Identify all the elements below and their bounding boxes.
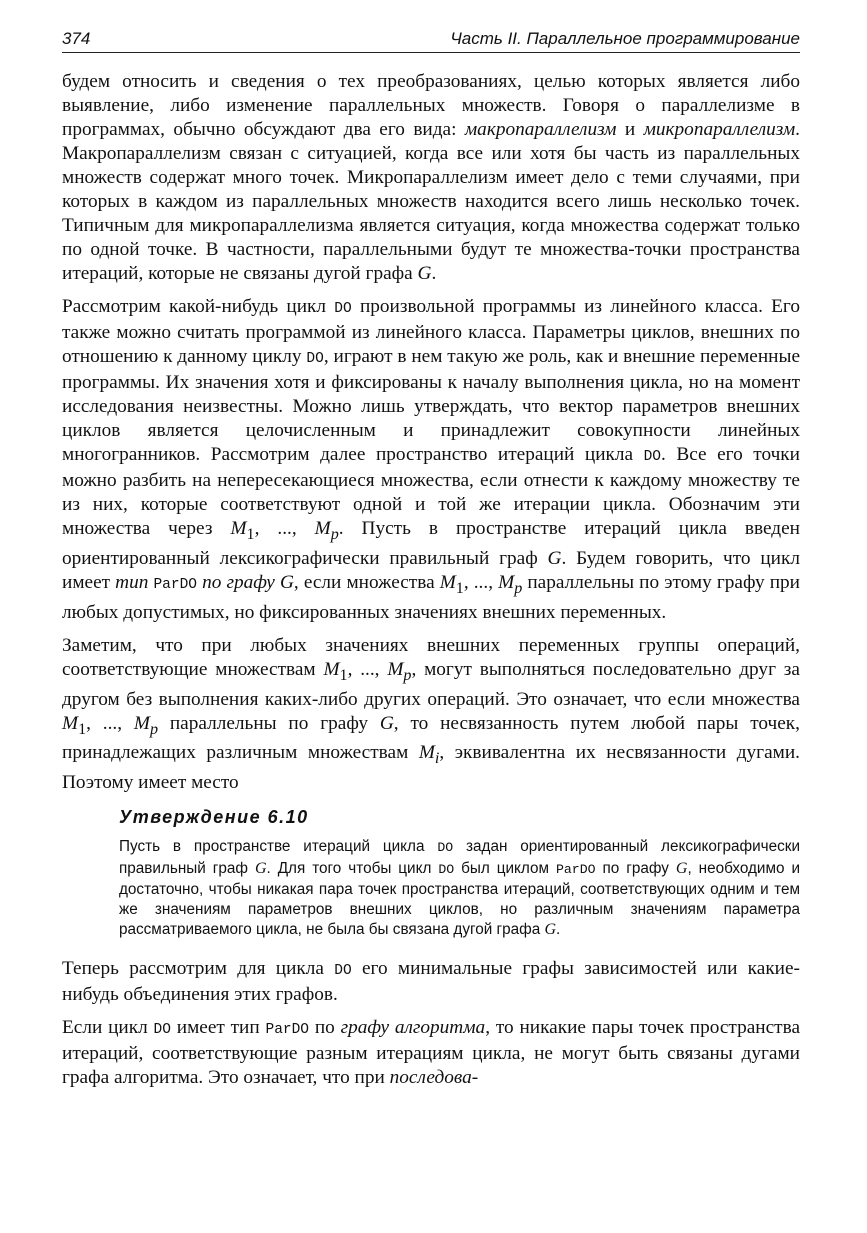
math-sub: 1	[455, 579, 464, 597]
math-m: M	[314, 518, 331, 539]
math-m: M	[498, 571, 515, 593]
text: , если множества	[293, 571, 440, 593]
term-type: тип	[115, 571, 149, 593]
math-sub: 1	[246, 525, 255, 543]
math-graph-g: G	[544, 921, 557, 939]
term-macro: макропараллелизм	[464, 119, 617, 140]
math-graph-g: G	[254, 859, 267, 877]
math-m: M	[133, 712, 150, 734]
theorem-title: Утверждение 6.10	[119, 807, 309, 828]
text: . Макропараллелизм связан с ситуацией, когда все или хотя бы часть из параллельных множеств содержат много точек. Микропараллелизм имеет дело с теми случаями, при которых в каждом из параллельных множеств находится всего лишь несколько точек. Типичным для микропараллелизма является ситуация, когда множества содержат только по одной точке. В частности, параллельными будут те множества-точки пространства итераций, которые не связаны дугой графа	[62, 119, 800, 284]
math-m: M	[62, 712, 79, 734]
text: , эквивалентна их несвязанности дугами. Поэтому имеет место	[62, 742, 800, 794]
code-do: DO	[437, 840, 454, 856]
math-graph-g: G	[547, 547, 562, 569]
text: , играют в нем такую же роль, как и внешние переменные программы. Их значения хотя и фиксированы к началу выполнения цикла, но на момент исследования неизвестны. Можно лишь утверждать, что вектор параметров внешних циклов является целочисленным и принадлежит совокупности линейных многогранников. Рассмотрим далее пространство итераций цикла	[62, 346, 800, 465]
paragraph-4	[62, 957, 800, 1007]
text: . Пусть в пространстве итераций цикла введен ориентированный лексикографически правильный граф	[62, 518, 800, 569]
text: задан ориентированный лексикографически правильный граф	[119, 838, 801, 877]
text: .	[431, 263, 437, 284]
math-graph-g: G	[417, 263, 432, 284]
theorem-text	[119, 837, 800, 940]
theorem-block	[119, 805, 800, 940]
text: параллельны по этому графу при любых допустимых, но фиксированных значениях внешних переменных.	[62, 571, 800, 623]
code-do: DO	[438, 861, 455, 877]
term-sequential: последова-	[389, 1066, 479, 1088]
code-do: DO	[334, 301, 352, 317]
code-do: DO	[153, 1021, 171, 1038]
code-pardo: ParDO	[555, 861, 596, 877]
text: Рассмотрим какой-нибудь цикл	[62, 296, 335, 317]
math-sub: 1	[339, 666, 348, 684]
part-title: Часть II. Параллельное программирование	[450, 29, 800, 48]
text: . Будем говорить, что цикл имеет	[62, 547, 800, 593]
text: , могут выполняться последовательно друг за другом без выполнения каких-либо других операций. Это означает, что если множества	[62, 658, 800, 710]
code-pardo: ParDO	[265, 1021, 310, 1038]
text: , необходимо и достаточно, чтобы никакая пара точек пространства итераций, соответствующих одним и тем же значениям параметров внешних циклов, но различным значениям параметра рассматриваемого цикла, не была бы связана дугой графа	[119, 859, 800, 939]
text: Если цикл	[62, 1016, 154, 1038]
text: .	[556, 921, 561, 939]
paragraph-3	[62, 634, 800, 796]
text: и	[616, 119, 644, 140]
code-do: DO	[306, 351, 324, 367]
text: , то несвязанность путем любой пары точек, принадлежащих различным множествам	[62, 712, 800, 764]
math-m: M	[418, 742, 435, 764]
text: Пусть в пространстве итераций цикла	[119, 838, 438, 856]
math-sub: i	[434, 750, 440, 768]
text: . Для того чтобы цикл	[266, 859, 439, 877]
math-graph-g: G	[675, 859, 688, 877]
text: , ...,	[86, 712, 134, 734]
text: , ...,	[463, 571, 499, 593]
text: параллельны по графу	[158, 712, 380, 734]
text: по графу	[595, 859, 676, 877]
term-by-graph: по графу	[202, 571, 275, 593]
math-m: M	[439, 571, 456, 593]
term-micro: микропараллелизм	[643, 119, 796, 140]
paragraph-1	[62, 70, 800, 286]
text: , ...,	[347, 658, 388, 680]
paragraph-5	[62, 1016, 800, 1090]
text: будем относить и сведения о тех преобразованиях, целью которых является либо выявление, либо изменение параллельных множеств. Говоря о параллелизме в программах, обычно обсуждают два его вида:	[62, 71, 800, 140]
text: , то никакие пары точек пространства итераций, соответствующие разным итерациям цикла, не могут быть связаны дугами графа алгоритма. Это означает, что при	[62, 1016, 800, 1088]
text: имеет тип	[170, 1016, 266, 1038]
math-sub: 1	[78, 720, 87, 738]
text: был циклом	[454, 859, 556, 877]
code-pardo: ParDO	[153, 576, 197, 593]
text: . Все его точки можно разбить на непересекающиеся множества, если отнести к каждому множеству те из них, которые соответствуют одной и той же итерации цикла. Обозначим эти множества через	[62, 444, 800, 539]
text: Теперь рассмотрим для цикла	[62, 957, 335, 979]
code-do: DO	[643, 449, 662, 465]
math-m: M	[387, 658, 404, 680]
text: Заметим, что при любых значениях внешних переменных группы операций, соответствующие множествам	[62, 634, 800, 680]
text: произвольной программы из линейного класса. Его также можно считать программой из линейного класса. Параметры циклов, внешних по отношению к данному циклу	[62, 296, 800, 367]
math-sub: p	[514, 579, 523, 597]
page-number: 374	[62, 29, 91, 48]
page-body	[62, 70, 800, 1099]
code-do: DO	[334, 962, 352, 979]
math-m: M	[323, 658, 340, 680]
text: , ...,	[254, 518, 315, 539]
math-sub: p	[149, 720, 159, 738]
math-sub: p	[330, 525, 339, 543]
math-sub: p	[403, 666, 412, 684]
paragraph-2	[62, 295, 800, 625]
text: его минимальные графы зависимостей или какие-нибудь объединения этих графов.	[62, 957, 800, 1005]
term-algorithm-graph: графу алгоритма	[340, 1016, 486, 1038]
math-m: M	[230, 518, 247, 539]
math-graph-g: G	[379, 712, 394, 734]
text: по	[309, 1016, 341, 1038]
running-header	[62, 26, 800, 53]
math-graph-g: G	[279, 571, 294, 593]
